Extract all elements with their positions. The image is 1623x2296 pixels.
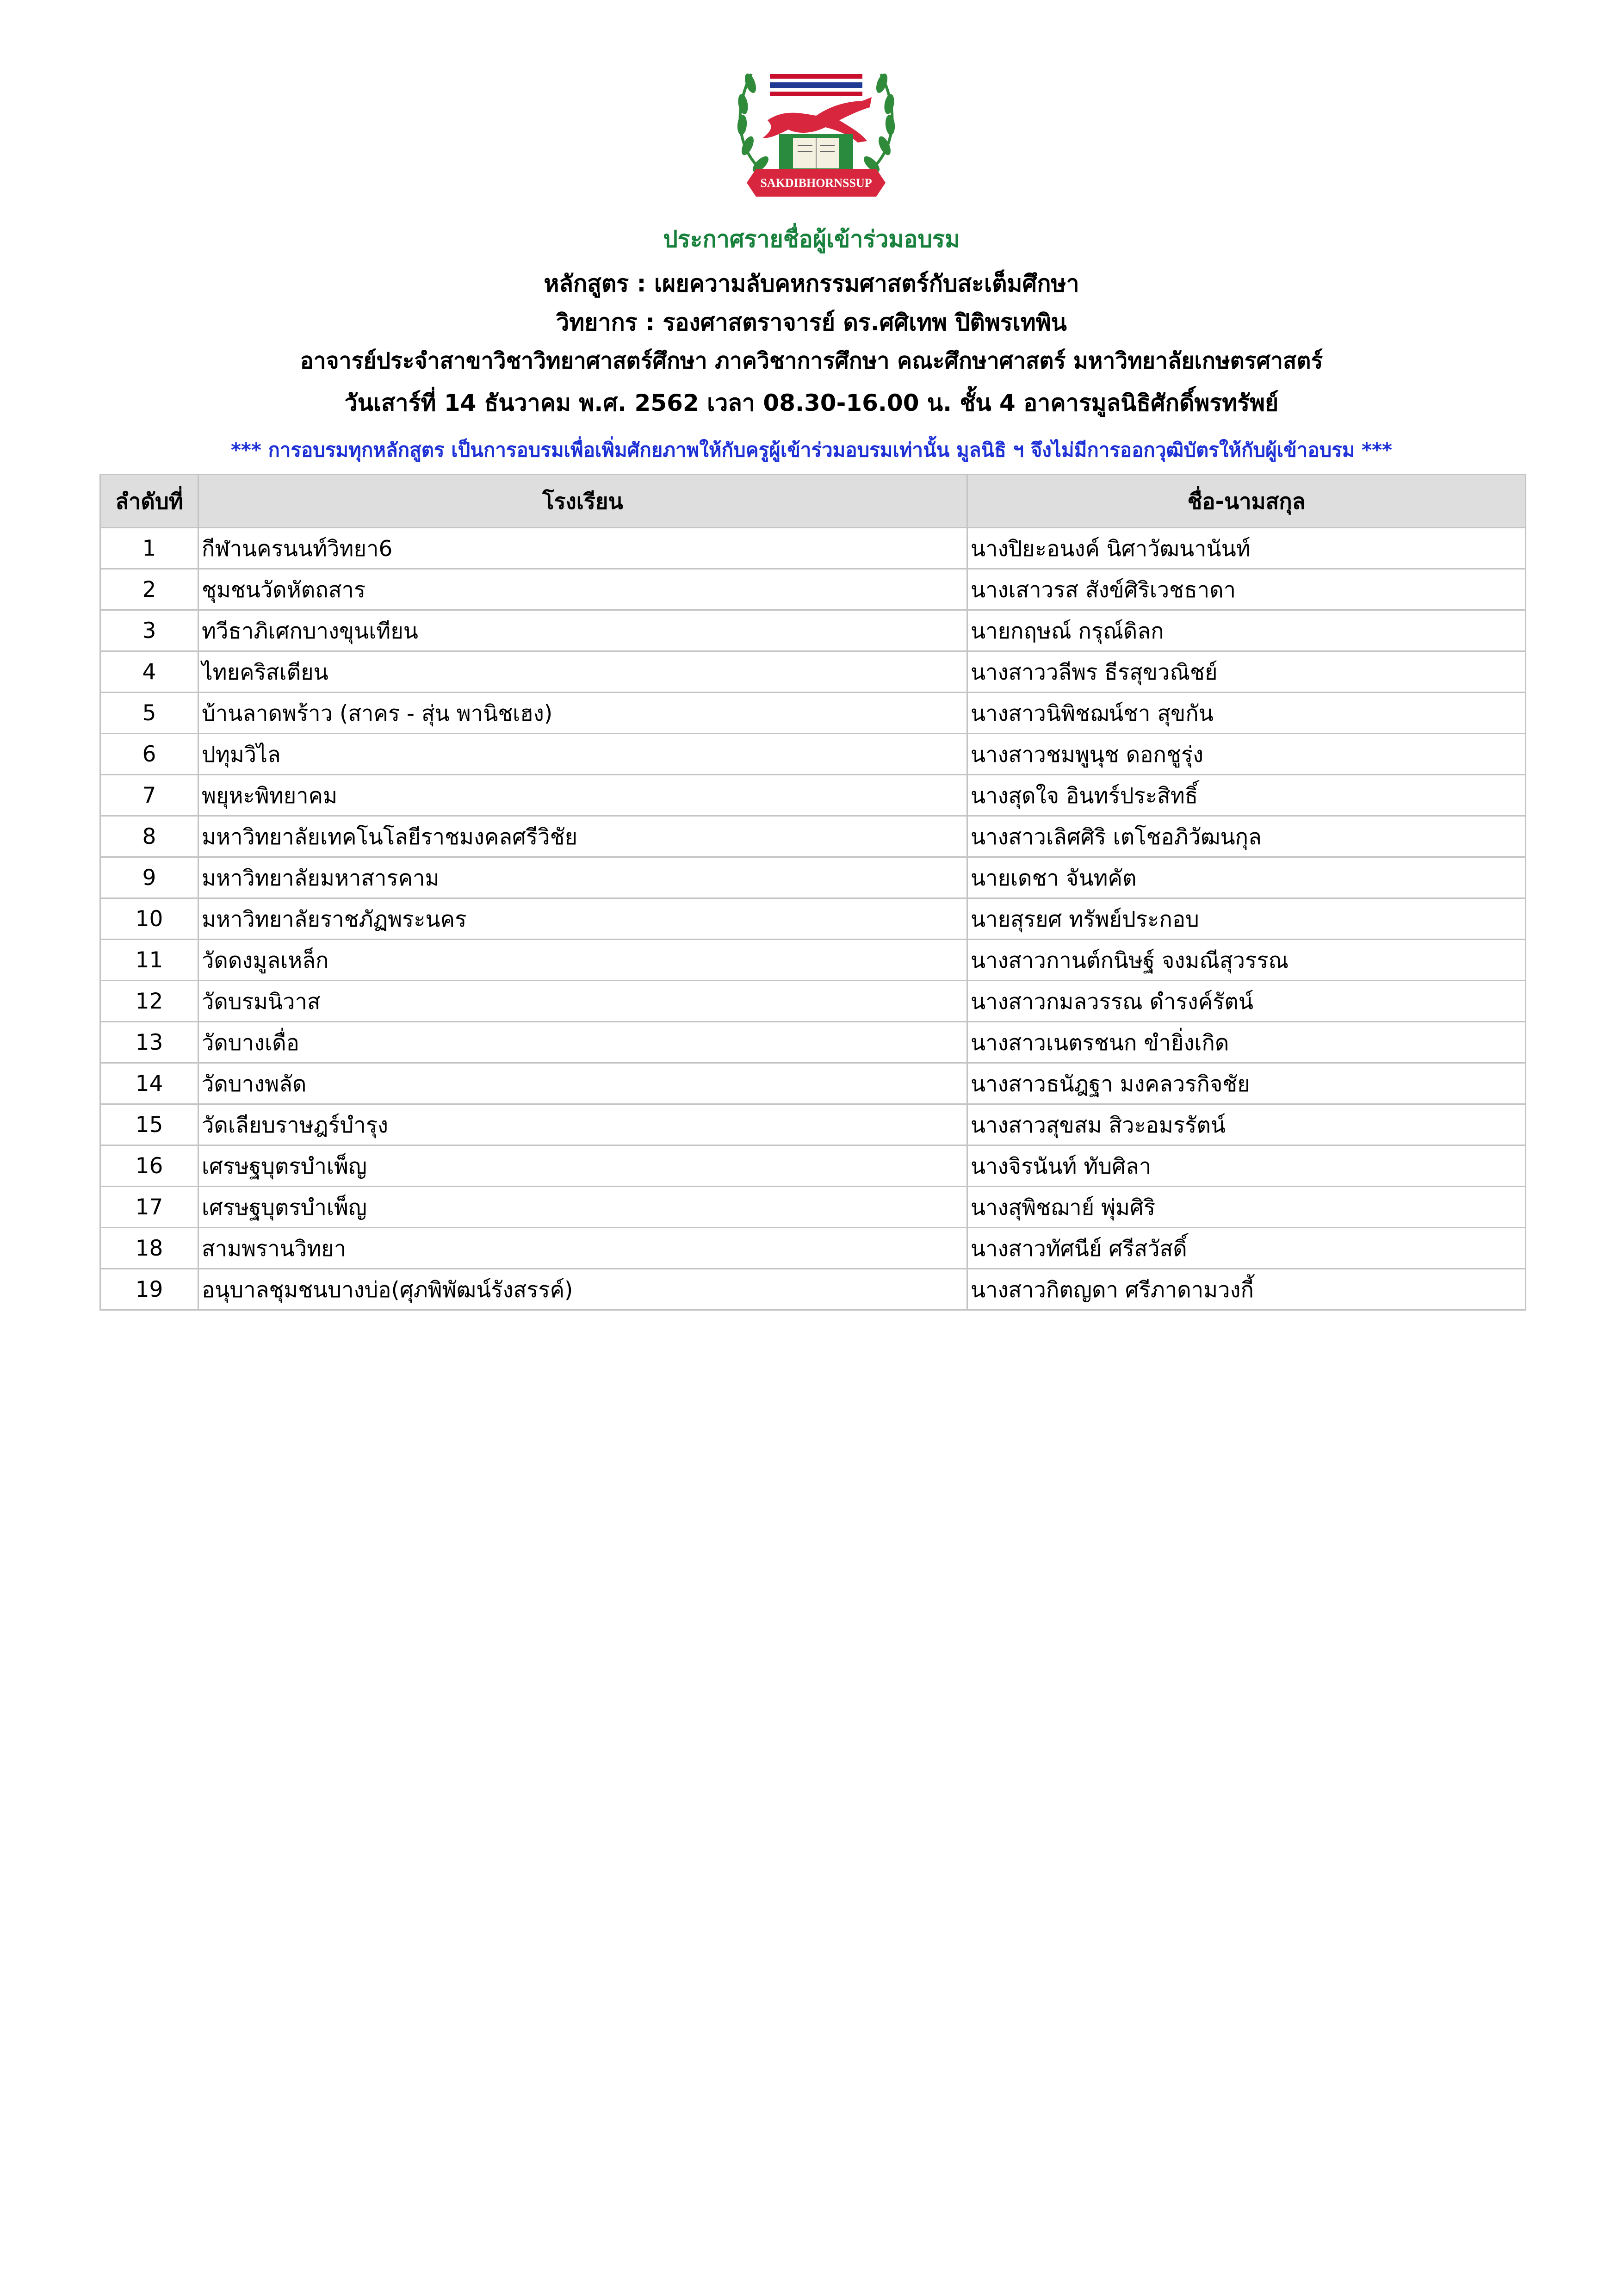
- row-name: นางสาวกานต์กนิษฐ์ จงมณีสุวรรณ: [967, 940, 1526, 981]
- column-header-number: ลำดับที่: [100, 475, 198, 528]
- row-school: ปทุมวิไล: [198, 734, 967, 775]
- foundation-logo: [724, 65, 909, 199]
- row-school: มหาวิทยาลัยมหาสารคาม: [198, 857, 967, 898]
- row-school: มหาวิทยาลัยเทคโนโลยีราชมงคลศรีวิชัย: [198, 816, 967, 857]
- row-school: กีฬานครนนท์วิทยา6: [198, 528, 967, 569]
- table-header-row: [100, 475, 1526, 528]
- row-school: เศรษฐบุตรบำเพ็ญ: [198, 1187, 967, 1228]
- table-row: [100, 1022, 1526, 1063]
- table-row: [100, 1187, 1526, 1228]
- row-name: นางเสาวรส สังข์ศิริเวชธาดา: [967, 569, 1526, 610]
- table-row: [100, 1269, 1526, 1310]
- row-name: นายกฤษณ์ กรุณ์ดิลก: [967, 610, 1526, 651]
- row-name: นางสาวชมพูนุช ดอกชูรุ่ง: [967, 734, 1526, 775]
- row-number: 19: [100, 1269, 198, 1310]
- table-row: [100, 1063, 1526, 1104]
- table-row: [100, 693, 1526, 734]
- course-line: หลักสูตร : เผยความลับคหกรรมศาสตร์กับสะเต็มศึกษา: [544, 270, 1079, 297]
- row-number: 11: [100, 940, 198, 981]
- row-school: วัดบางเดื่อ: [198, 1022, 967, 1063]
- row-school: เศรษฐบุตรบำเพ็ญ: [198, 1145, 967, 1187]
- row-name: นางสาวกิตญดา ศรีภาดามวงกี้: [967, 1269, 1526, 1310]
- row-name: นางจิรนันท์ ทับศิลา: [967, 1145, 1526, 1187]
- row-name: นางสาววลีพร ธีรสุขวณิชย์: [967, 651, 1526, 693]
- column-header-school: โรงเรียน: [198, 475, 967, 528]
- participants-table: [99, 474, 1526, 1311]
- table-row: [100, 651, 1526, 693]
- row-name: นายเดชา จันทคัต: [967, 857, 1526, 898]
- row-number: 3: [100, 610, 198, 651]
- row-school: มหาวิทยาลัยราชภัฏพระนคร: [198, 898, 967, 940]
- row-school: วัดดงมูลเหล็ก: [198, 940, 967, 981]
- row-name: นางสาวนิพิชฌน์ชา สุขกัน: [967, 693, 1526, 734]
- row-school: อนุบาลชุมชนบางบ่อ(ศุภพิพัฒน์รังสรรค์): [198, 1269, 967, 1310]
- row-number: 10: [100, 898, 198, 940]
- row-school: วัดบางพลัด: [198, 1063, 967, 1104]
- row-school: ไทยคริสเตียน: [198, 651, 967, 693]
- row-name: นางสาวสุขสม สิวะอมรรัตน์: [967, 1104, 1526, 1145]
- row-number: 18: [100, 1228, 198, 1269]
- table-row: [100, 1104, 1526, 1145]
- row-number: 9: [100, 857, 198, 898]
- row-name: นางสาวเลิศศิริ เตโชอภิวัฒนกุล: [967, 816, 1526, 857]
- row-number: 7: [100, 775, 198, 816]
- row-school: สามพรานวิทยา: [198, 1228, 967, 1269]
- row-school: พยุหะพิทยาคม: [198, 775, 967, 816]
- table-row: [100, 775, 1526, 816]
- speaker-line: วิทยากร : รองศาสตราจารย์ ดร.ศศิเทพ ปิติพรเทพิน: [556, 309, 1067, 336]
- row-number: 5: [100, 693, 198, 734]
- table-row: [100, 528, 1526, 569]
- row-number: 8: [100, 816, 198, 857]
- table-row: [100, 857, 1526, 898]
- row-name: นางสาวเนตรชนก ขำยิ่งเกิด: [967, 1022, 1526, 1063]
- row-number: 2: [100, 569, 198, 610]
- row-number: 17: [100, 1187, 198, 1228]
- row-name: นางสาวทัศนีย์ ศรีสวัสดิ์: [967, 1228, 1526, 1269]
- row-school: ทวีธาภิเศกบางขุนเทียน: [198, 610, 967, 651]
- row-name: นางปิยะอนงค์ นิศาวัฒนานันท์: [967, 528, 1526, 569]
- row-school: วัดบรมนิวาส: [198, 981, 967, 1022]
- table-row: [100, 610, 1526, 651]
- table-row: [100, 898, 1526, 940]
- table-row: [100, 981, 1526, 1022]
- row-number: 16: [100, 1145, 198, 1187]
- row-school: บ้านลาดพร้าว (สาคร - สุ่น พานิชเฮง): [198, 693, 967, 734]
- date-venue-line: วันเสาร์ที่ 14 ธันวาคม พ.ศ. 2562 เวลา 08.30-16.00 น. ชั้น 4 อาคารมูลนิธิศักดิ์พรทรัพย์: [344, 390, 1279, 416]
- row-number: 13: [100, 1022, 198, 1063]
- row-name: นางสุดใจ อินทร์ประสิทธิ์: [967, 775, 1526, 816]
- table-row: [100, 940, 1526, 981]
- row-number: 14: [100, 1063, 198, 1104]
- affiliation-line: อาจารย์ประจำสาขาวิชาวิทยาศาสตร์ศึกษา ภาควิชาการศึกษา คณะศึกษาศาสตร์ มหาวิทยาลัยเกษตรศาสตร์: [300, 348, 1323, 374]
- banner-text: SAKDIBHORNSSUP: [760, 176, 872, 190]
- row-name: นางสาวกมลวรรณ ดำรงค์รัตน์: [967, 981, 1526, 1022]
- row-number: 4: [100, 651, 198, 693]
- table-row: [100, 1145, 1526, 1187]
- table-row: [100, 734, 1526, 775]
- row-school: วัดเลียบราษฎร์บำรุง: [198, 1104, 967, 1145]
- row-number: 6: [100, 734, 198, 775]
- row-name: นางสุพิชฌาย์ พุ่มศิริ: [967, 1187, 1526, 1228]
- row-number: 1: [100, 528, 198, 569]
- row-name: นางสาวธนัฎฐา มงคลวรกิจชัย: [967, 1063, 1526, 1104]
- notice-line: *** การอบรมทุกหลักสูตร เป็นการอบรมเพื่อเพิ่มศักยภาพให้กับครูผู้เข้าร่วมอบรมเท่านั้น มูลนิธิ ฯ จึงไม่มีการออกวุฒิบัตรให้กับผู้เข้าอบรม ***: [230, 439, 1393, 461]
- row-number: 12: [100, 981, 198, 1022]
- row-name: นายสุรยศ ทรัพย์ประกอบ: [967, 898, 1526, 940]
- row-number: 15: [100, 1104, 198, 1145]
- table-row: [100, 816, 1526, 857]
- row-school: ชุมชนวัดหัตถสาร: [198, 569, 967, 610]
- thai-flag-icon: [770, 74, 862, 96]
- table-row: [100, 569, 1526, 610]
- column-header-name: ชื่อ-นามสกุล: [967, 475, 1526, 528]
- table-row: [100, 1228, 1526, 1269]
- page-title: ประกาศรายชื่อผู้เข้าร่วมอบรม: [663, 226, 960, 253]
